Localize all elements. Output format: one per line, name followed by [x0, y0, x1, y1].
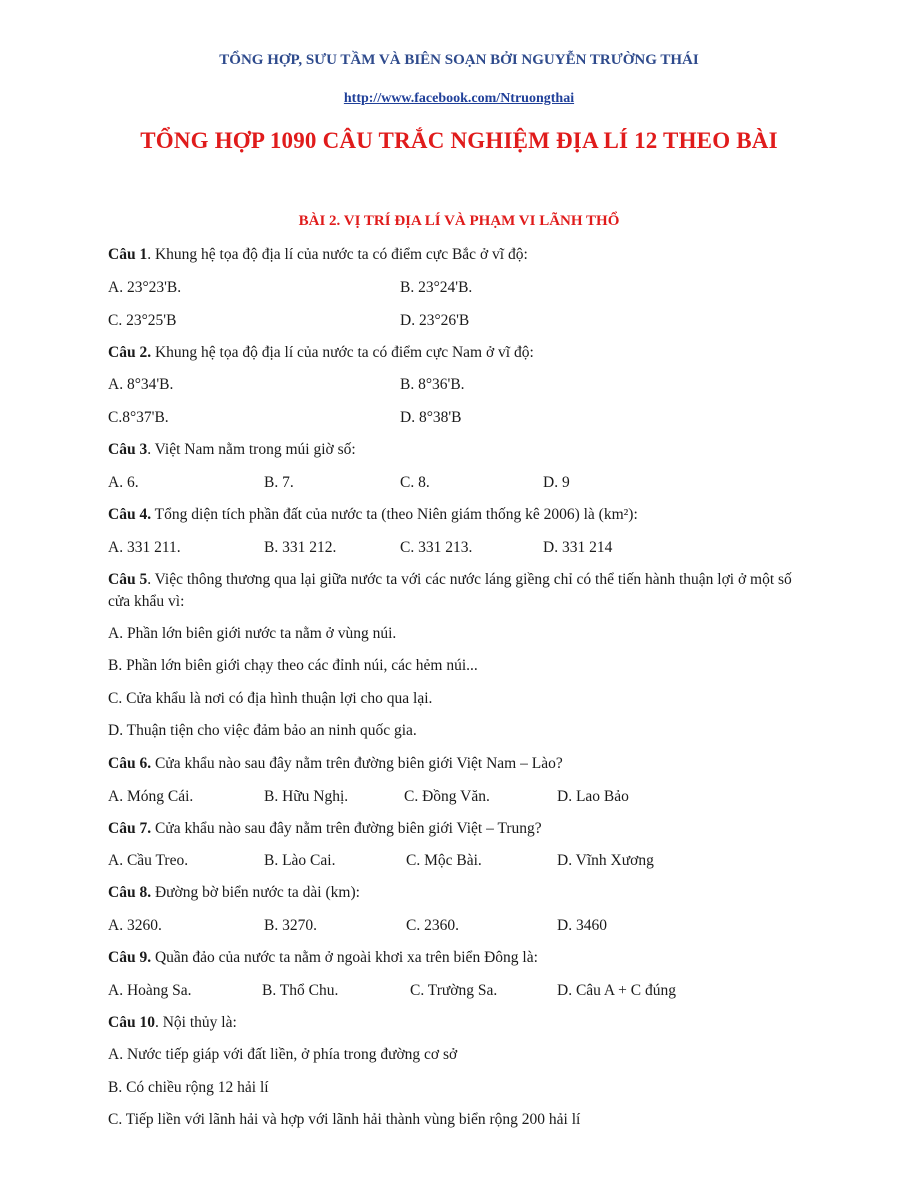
option-d: D. 331 214 — [543, 539, 613, 556]
question-text: Cửa khẩu nào sau đây nằm trên đường biên giới Việt Nam – Lào? — [151, 755, 563, 772]
question-text: . Việc thông thương qua lại giữa nước ta với các nước láng giềng chỉ có thể tiến hành thuận lợi ở một số cửa khẩu vì: — [108, 571, 792, 610]
question-label: Câu 3 — [108, 441, 148, 458]
question-8 — [108, 882, 798, 904]
option-a: A. 23°23'B. — [108, 279, 182, 296]
option-b: B. Thổ Chu. — [262, 982, 339, 999]
option-b: B. Hữu Nghị. — [264, 788, 349, 805]
option-d: D. 3460 — [557, 917, 607, 934]
option-c: C. Cửa khẩu là nơi có địa hình thuận lợi cho qua lại. — [108, 690, 433, 707]
question-label: Câu 6. — [108, 755, 152, 772]
option-c: C. Đồng Văn. — [404, 788, 490, 805]
option-d: D. Câu A + C đúng — [557, 982, 676, 999]
option-c: C. 2360. — [406, 917, 459, 934]
option-d: D. Vĩnh Xương — [557, 852, 654, 869]
question-text: . Việt Nam nằm trong múi giờ số: — [147, 441, 356, 458]
document-title: TỔNG HỢP 1090 CÂU TRẮC NGHIỆM ĐỊA LÍ 12 THEO BÀI — [140, 128, 778, 153]
question-text: Đường bờ biển nước ta dài (km): — [151, 884, 360, 901]
option-c: C. 8. — [400, 474, 430, 491]
question-text: Tổng diện tích phần đất của nước ta (theo Niên giám thống kê 2006) là (km²): — [151, 506, 638, 523]
question-label: Câu 4. — [108, 506, 152, 523]
option-b: B. 7. — [264, 474, 294, 491]
option-b: B. 331 212. — [264, 539, 337, 556]
option-a: A. Cầu Treo. — [108, 852, 189, 869]
question-label: Câu 8. — [108, 884, 152, 901]
question-text: . Khung hệ tọa độ địa lí của nước ta có điểm cực Bắc ở vĩ độ: — [147, 246, 528, 263]
author-header: TỔNG HỢP, SƯU TẦM VÀ BIÊN SOẠN BỞI NGUYỄN TRƯỜNG THÁI — [219, 52, 699, 68]
option-d: D. 9 — [543, 474, 570, 491]
question-label: Câu 10 — [108, 1014, 155, 1031]
option-d: D. Thuận tiện cho việc đảm bảo an ninh quốc gia. — [108, 722, 417, 739]
question-7 — [108, 818, 798, 840]
option-b: B. Có chiều rộng 12 hải lí — [108, 1079, 269, 1096]
option-b: B. 23°24'B. — [400, 279, 473, 296]
option-c: C. 23°25'B — [108, 312, 177, 329]
question-label: Câu 9. — [108, 949, 152, 966]
question-label: Câu 5 — [108, 571, 148, 588]
question-1 — [108, 244, 798, 266]
option-a: A. Nước tiếp giáp với đất liền, ở phía trong đường cơ sở — [108, 1046, 458, 1063]
question-5 — [108, 569, 798, 613]
question-text: Cửa khẩu nào sau đây nằm trên đường biên giới Việt – Trung? — [151, 820, 542, 837]
question-label: Câu 2. — [108, 344, 152, 361]
question-6 — [108, 753, 798, 775]
question-2 — [108, 342, 798, 364]
option-c: C. Mộc Bài. — [406, 852, 482, 869]
option-d: D. Lao Bảo — [557, 788, 629, 805]
option-b: B. Lào Cai. — [264, 852, 336, 869]
question-4 — [108, 504, 798, 526]
option-a: A. 8°34'B. — [108, 376, 174, 393]
question-label: Câu 7. — [108, 820, 152, 837]
question-3 — [108, 439, 798, 461]
option-a: A. Hoàng Sa. — [108, 982, 192, 999]
lesson-heading: BÀI 2. VỊ TRÍ ĐỊA LÍ VÀ PHẠM VI LÃNH THỔ — [298, 213, 620, 229]
option-c: C. Tiếp liền với lãnh hải và hợp với lãnh hải thành vùng biển rộng 200 hải lí — [108, 1111, 581, 1128]
option-c: C. 331 213. — [400, 539, 473, 556]
option-a: A. 3260. — [108, 917, 162, 934]
option-c: C. Trường Sa. — [410, 982, 498, 999]
option-a: A. Móng Cái. — [108, 788, 194, 805]
question-text: . Nội thủy là: — [154, 1014, 237, 1031]
option-a: A. 331 211. — [108, 539, 181, 556]
option-b: B. Phần lớn biên giới chạy theo các đỉnh núi, các hẻm núi... — [108, 657, 478, 674]
option-d: D. 23°26'B — [400, 312, 470, 329]
option-b: B. 3270. — [264, 917, 317, 934]
option-d: D. 8°38'B — [400, 409, 462, 426]
question-label: Câu 1 — [108, 246, 148, 263]
option-b: B. 8°36'B. — [400, 376, 465, 393]
option-a: A. Phần lớn biên giới nước ta nằm ở vùng núi. — [108, 625, 397, 642]
question-10 — [108, 1012, 798, 1034]
question-9 — [108, 947, 798, 969]
question-text: Khung hệ tọa độ địa lí của nước ta có điểm cực Nam ở vĩ độ: — [151, 344, 534, 361]
option-c: C.8°37'B. — [108, 409, 169, 426]
option-a: A. 6. — [108, 474, 139, 491]
question-text: Quần đảo của nước ta nằm ở ngoài khơi xa trên biển Đông là: — [151, 949, 538, 966]
facebook-link[interactable]: http://www.facebook.com/Ntruongthai — [343, 91, 575, 106]
